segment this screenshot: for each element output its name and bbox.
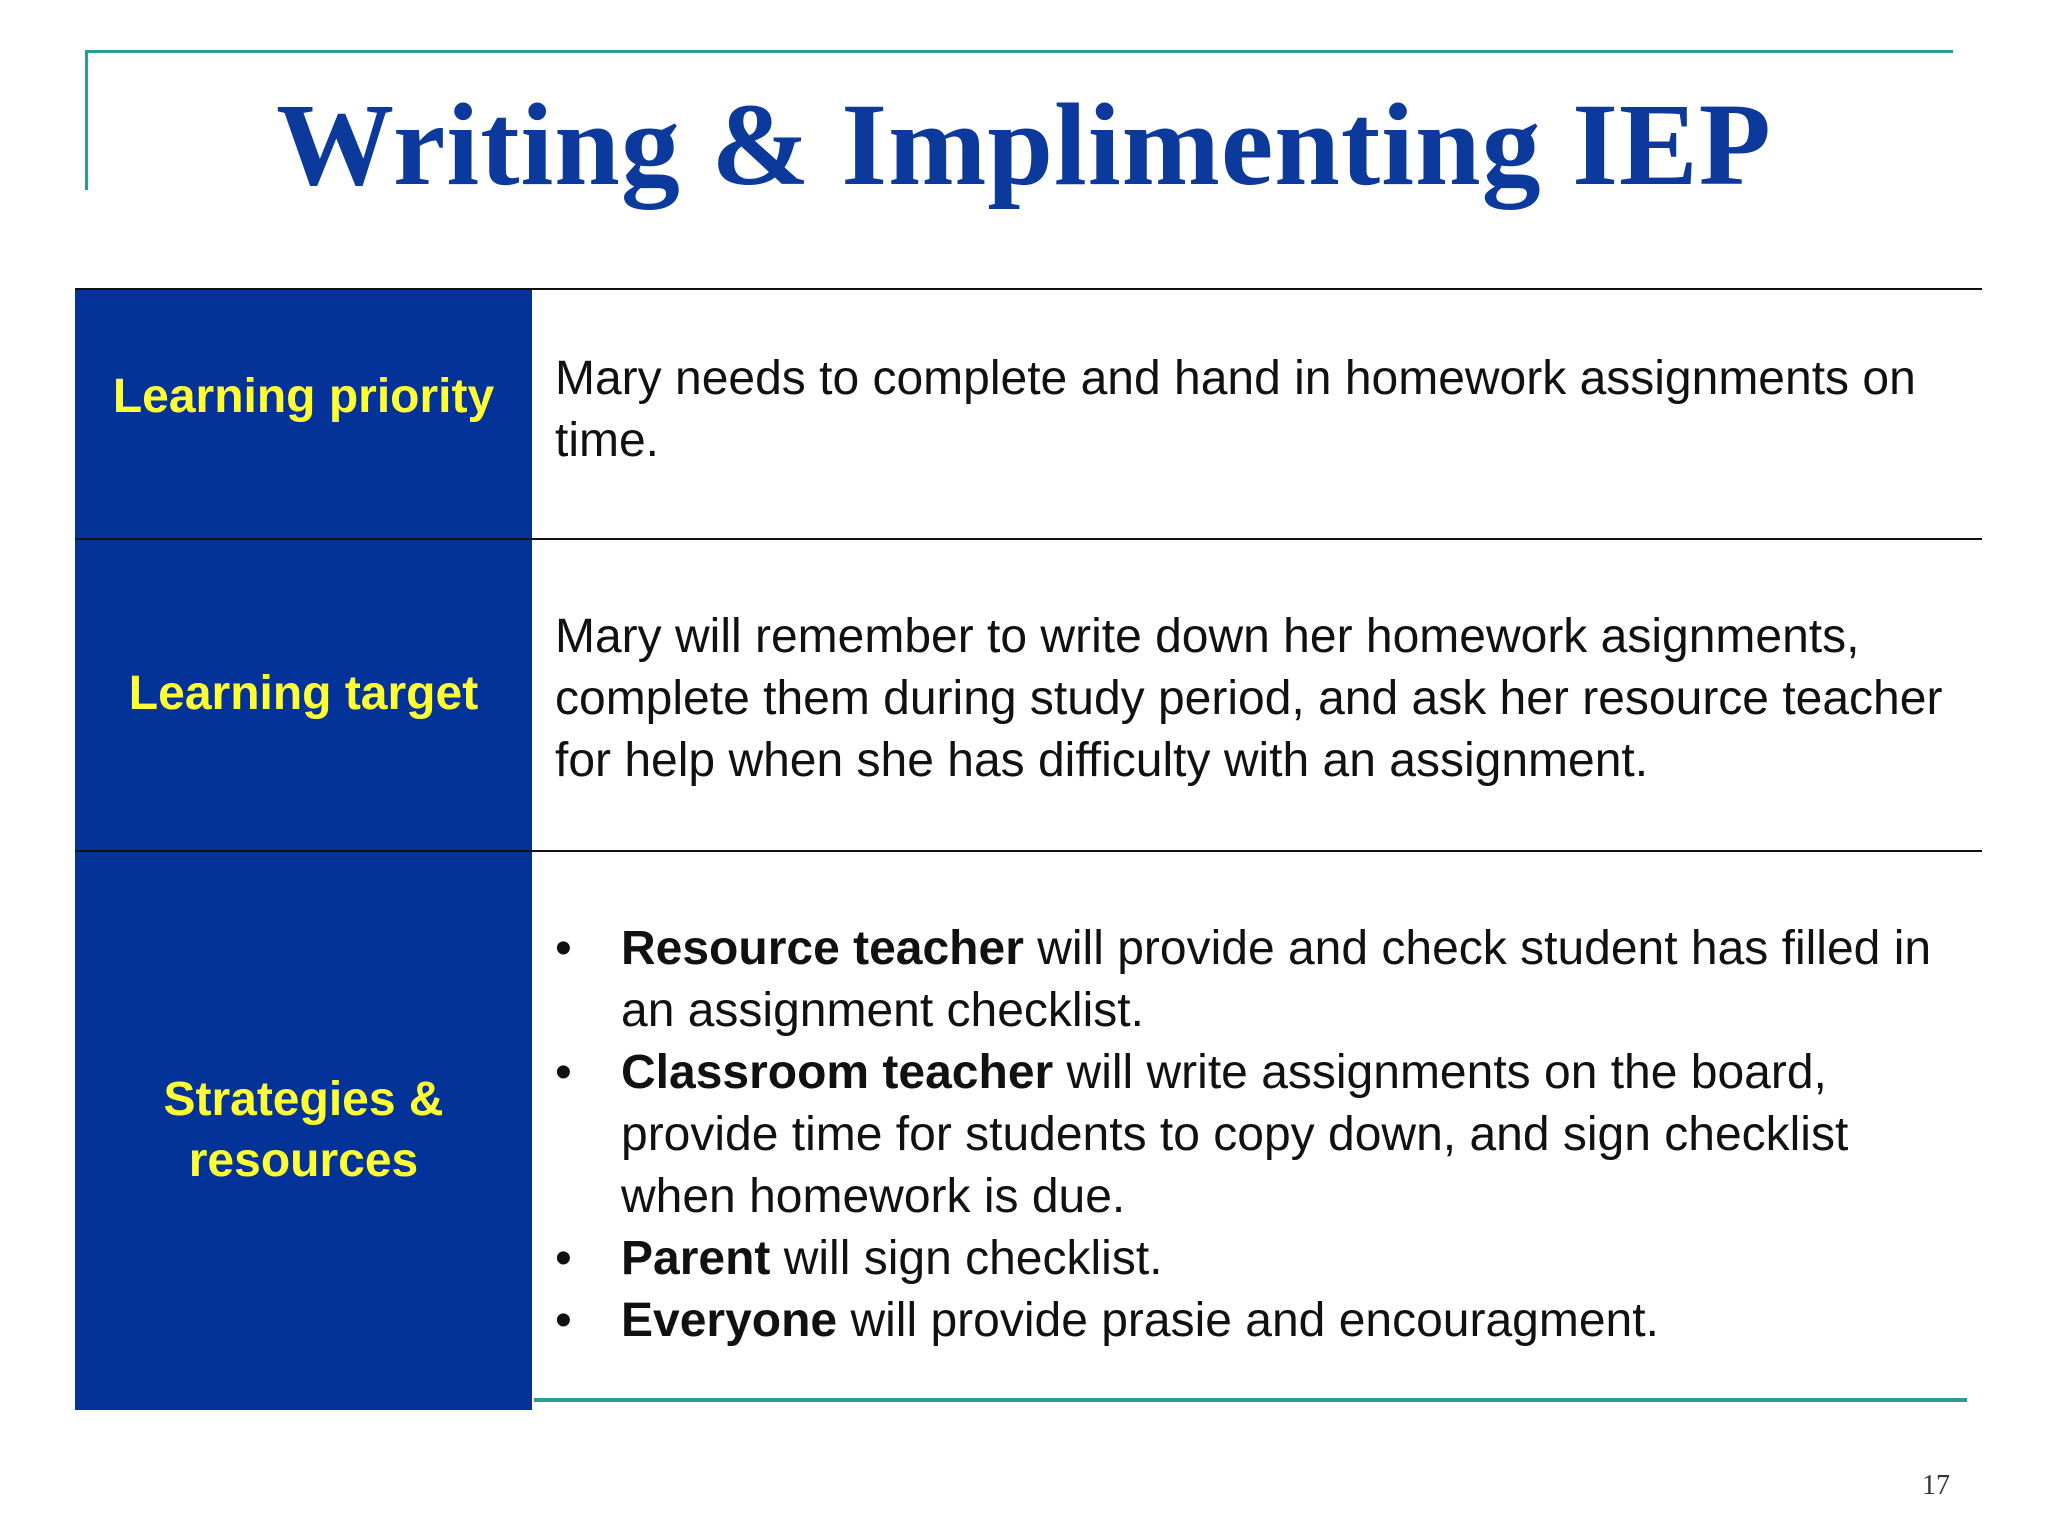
list-item-role: Resource teacher bbox=[621, 922, 1024, 975]
row-label: Learning target bbox=[75, 538, 532, 850]
list-item-role: Parent bbox=[621, 1232, 771, 1285]
list-item-text: will sign checklist. bbox=[770, 1232, 1163, 1285]
list-item bbox=[555, 918, 1972, 1042]
list-item-text: will write assignments on the board, provide time for students to copy down, and sign checklist when homework is due. bbox=[621, 1046, 1849, 1223]
slide-title: Writing & Implimenting IEP bbox=[276, 79, 1772, 210]
row-label: Strategies & resources bbox=[75, 850, 532, 1410]
row-divider bbox=[75, 850, 1982, 852]
row-content: Mary will remember to write down her homework asignments, complete them during study period, and ask her resource teacher for help when she has difficulty with an assignment. bbox=[555, 610, 1943, 787]
list-item bbox=[555, 1290, 1972, 1352]
list-item-text: will provide and check student has filled in an assignment checklist. bbox=[621, 922, 1932, 1037]
bullet-dot: • bbox=[555, 1046, 572, 1099]
row-divider bbox=[75, 538, 1982, 540]
frame-top-line bbox=[85, 50, 1953, 53]
bullet-dot: • bbox=[555, 1294, 572, 1347]
page-number: 17 bbox=[1922, 1470, 1950, 1501]
list-item-role: Classroom teacher bbox=[621, 1046, 1054, 1099]
row-label: Learning priority bbox=[75, 288, 532, 538]
row-content: Mary needs to complete and hand in homework assignments on time. bbox=[555, 352, 1916, 467]
strategies-list bbox=[555, 918, 1972, 1352]
table-row-strategies bbox=[75, 850, 1982, 1410]
table-row-learning-priority bbox=[75, 288, 1982, 538]
bottom-accent-line bbox=[534, 1398, 1967, 1402]
iep-table bbox=[75, 288, 1982, 1410]
row-content bbox=[457, 850, 1982, 1410]
table-row-learning-target bbox=[75, 538, 1982, 850]
list-item-text: will provide prasie and encouragment. bbox=[837, 1294, 1659, 1347]
list-item-role: Everyone bbox=[621, 1294, 838, 1347]
bullet-dot: • bbox=[555, 1232, 572, 1285]
list-item bbox=[555, 1042, 1972, 1228]
list-item bbox=[555, 1228, 1972, 1290]
row-divider bbox=[75, 288, 1982, 290]
bullet-dot: • bbox=[555, 922, 572, 975]
